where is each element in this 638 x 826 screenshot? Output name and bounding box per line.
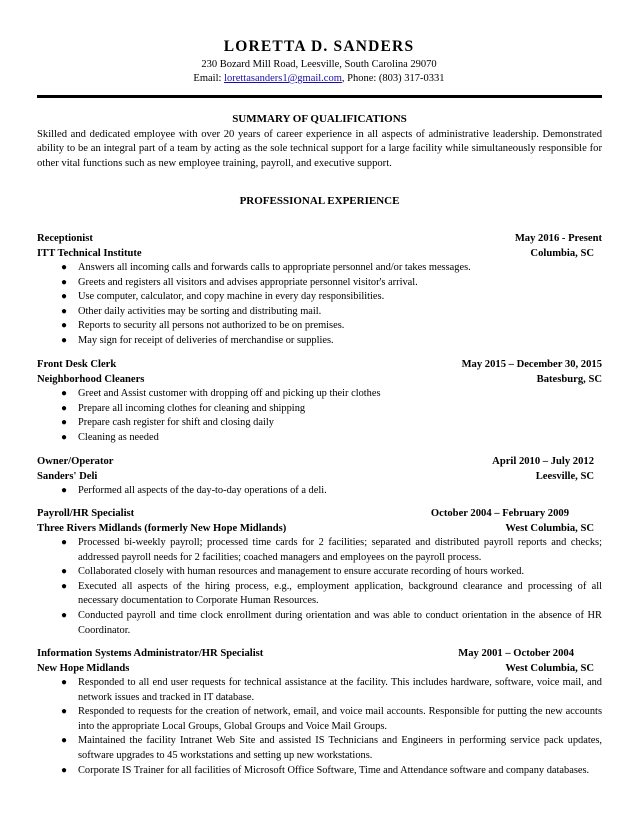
job-title: Information Systems Administrator/HR Specialist: [37, 648, 264, 659]
bullet-icon: ●: [61, 417, 68, 429]
bullet-item: ● Cleaning as needed: [37, 431, 602, 446]
bullet-item: ● Corporate IS Trainer for all facilities of Microsoft Office Software, Time and Attendance software and company databases.: [37, 764, 602, 779]
bullet-item: ● Responded to requests for the creation of network, email, and voice mail accounts. Responsible for putting the new accounts into the appropriate Local Groups, Global Groups and Voice Mail Groups.: [61, 706, 602, 732]
bullet-icon: ●: [61, 485, 68, 496]
job-entry: [37, 647, 602, 778]
job-dates: May 2015 – December 30, 2015: [461, 359, 602, 370]
job-title-row: [37, 232, 602, 247]
email-label: Email:: [193, 73, 225, 84]
job-company: Three Rivers Midlands (formerly New Hope Midlands): [37, 522, 287, 534]
bullet-icon: ●: [61, 431, 68, 443]
job-bullets: [37, 387, 602, 445]
job-title-row: [37, 358, 602, 373]
bullet-icon: ●: [61, 402, 68, 414]
bullet-item: ● Performed all aspects of the day-to-day operations of a deli.: [37, 484, 602, 499]
job-bullets: [37, 536, 602, 638]
bullet-item: ● Executed all aspects of the hiring process, e.g., employment application, background clearance and processing of all necessary documentation to Corporate Human Resources.: [61, 580, 602, 607]
bullet-item: ● Collaborated closely with human resources and management to ensure accurate recording of hours worked.: [37, 565, 602, 580]
bullet-icon: ●: [61, 566, 68, 578]
job-title-row: [37, 647, 602, 662]
candidate-address: 230 Bozard Mill Road, Leesville, South Carolina 29070: [201, 59, 437, 70]
job-title: Payroll/HR Specialist: [37, 508, 135, 519]
summary-text: Skilled and dedicated employee with over 20 years of career experience in all aspects of administrative leadership. Demonstrated ability to be an integral part of a team by acting as the sole technical support for a large facility while simultaneously responsible for other vital functions such as new employee training, payroll, and executive support.: [37, 129, 602, 169]
bullet-item: ● May sign for receipt of deliveries of merchandise or supplies.: [37, 334, 602, 349]
bullet-icon: ●: [61, 764, 68, 776]
job-dates: April 2010 – July 2012: [492, 456, 594, 467]
bullet-item: ● Greets and registers all visitors and advises appropriate personnel visitor's arrival.: [37, 276, 602, 291]
job-location: Batesburg, SC: [536, 373, 602, 385]
bullet-icon: ●: [61, 537, 68, 548]
bullet-item: ● Prepare cash register for shift and closing daily: [37, 416, 602, 431]
bullet-icon: ●: [61, 677, 68, 688]
job-title: Front Desk Clerk: [37, 359, 117, 370]
candidate-name: LORETTA D. SANDERS: [223, 38, 415, 55]
job-location: Columbia, SC: [530, 247, 594, 259]
job-bullets: [37, 484, 602, 499]
bullet-icon: ●: [61, 305, 68, 317]
bullet-item: ● Greet and Assist customer with dropping off and picking up their clothes: [37, 387, 602, 402]
job-company: Neighborhood Cleaners: [37, 373, 145, 385]
job-company: Sanders' Deli: [37, 470, 98, 482]
resume-header: [0, 38, 638, 86]
bullet-item: ● Maintained the facility Intranet Web Site and assisted IS Technicians and Engineers in performing service pack updates, software upgrades to 45 workstations and setting up new workstations.: [61, 735, 602, 761]
bullet-icon: ●: [61, 580, 68, 592]
bullet-item: ● Responded to all end user requests for technical assistance at the facility. This includes hardware, software, voice mail, and network issues and tracked in IT database.: [61, 677, 602, 703]
job-dates: October 2004 – February 2009: [430, 508, 569, 519]
bullet-icon: ●: [61, 609, 68, 621]
job-entry: [37, 455, 602, 499]
job-company: ITT Technical Institute: [37, 247, 142, 259]
header-divider: [37, 95, 602, 98]
job-dates: May 2016 - Present: [514, 233, 602, 244]
job-entry: [37, 358, 602, 445]
job-title-row: [37, 507, 602, 522]
job-company-row: [37, 373, 602, 388]
bullet-icon: ●: [61, 706, 68, 718]
job-title-row: [37, 455, 602, 470]
bullet-icon: ●: [61, 388, 68, 399]
job-location: West Columbia, SC: [505, 522, 594, 534]
job-bullets: [37, 261, 602, 349]
bullet-icon: ●: [61, 276, 68, 288]
bullet-icon: ●: [61, 320, 68, 332]
experience-heading: PROFESSIONAL EXPERIENCE: [239, 195, 400, 207]
job-title: Receptionist: [37, 233, 93, 244]
job-entry: [37, 232, 602, 349]
job-company-row: [37, 247, 602, 262]
job-company-row: [37, 522, 602, 537]
job-dates: May 2001 – October 2004: [458, 648, 574, 659]
bullet-item: ● Prepare all incoming clothes for cleaning and shipping: [37, 402, 602, 417]
job-title: Owner/Operator: [37, 456, 114, 467]
job-location: Leesville, SC: [535, 470, 594, 482]
email-link[interactable]: lorettasanders1@gmail.com: [224, 73, 342, 84]
bullet-item: ● Use computer, calculator, and copy machine in every day responsibilities.: [37, 290, 602, 305]
bullet-item: ● Processed bi-weekly payroll; processed time cards for 2 facilities; separated and distributed payroll reports and checks; addressed payroll needs for 2 facilities; coached managers and employees on the payroll process.: [61, 537, 602, 563]
bullet-icon: ●: [61, 735, 68, 747]
bullet-icon: ●: [61, 262, 68, 273]
job-company-row: [37, 470, 602, 485]
bullet-item: ● Conducted payroll and time clock enrollment during orientation and was able to conduct orientation in the absence of HR Coordinator.: [61, 609, 602, 636]
bullet-icon: ●: [61, 291, 68, 303]
summary-heading: SUMMARY OF QUALIFICATIONS: [232, 113, 407, 125]
contact-line: [0, 72, 638, 86]
bullet-item: ● Reports to security all persons not authorized to be on premises.: [37, 319, 602, 334]
job-entry: [37, 507, 602, 638]
bullet-icon: ●: [61, 334, 68, 346]
job-location: West Columbia, SC: [505, 662, 594, 674]
bullet-item: ● Other daily activities may be sorting and distributing mail.: [37, 305, 602, 320]
job-bullets: [37, 676, 602, 778]
bullet-item: ● Answers all incoming calls and forwards calls to appropriate personnel and/or takes messages.: [37, 261, 602, 276]
job-company: New Hope Midlands: [37, 662, 130, 674]
job-company-row: [37, 662, 602, 677]
phone-text: , Phone: (803) 317-0331: [341, 73, 445, 84]
